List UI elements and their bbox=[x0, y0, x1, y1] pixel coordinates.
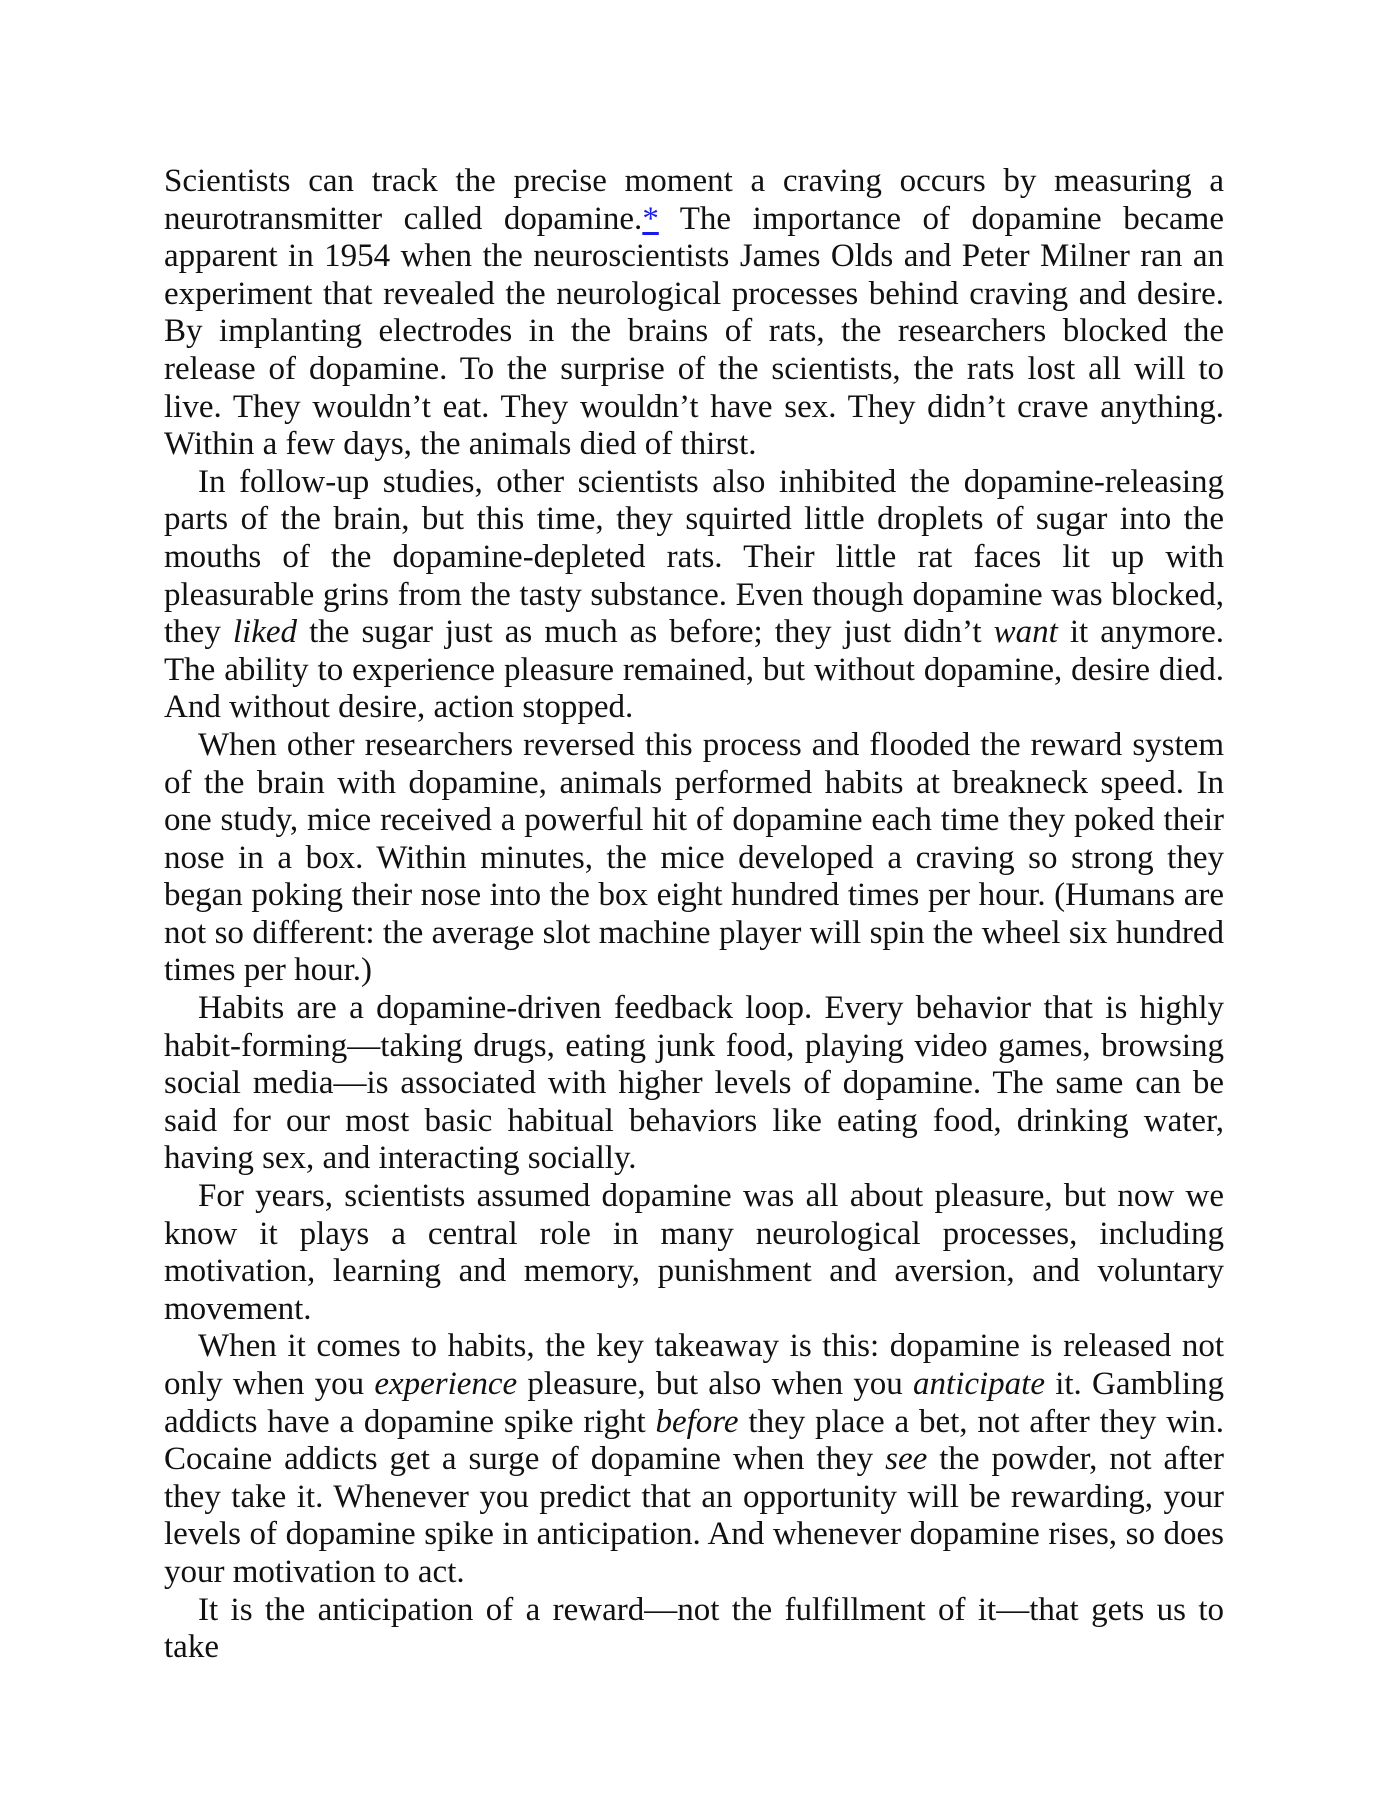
paragraph-text: Habits are a dopamine-driven feedback loop. Every behavior that is highly habit-forming—taking drugs, eating junk food, playing video games, browsing social media—is associated with higher levels of dopamine. The same can be said for our most basic habitual behaviors like eating food, drinking water, having sex, and interacting socially. bbox=[164, 990, 1224, 1177]
body-paragraph bbox=[164, 1592, 1224, 1667]
paragraph-text: For years, scientists assumed dopamine was all about pleasure, but now we know it plays a central role in many neurological processes, including motivation, learning and memory, punishment and aversion, and voluntary movement. bbox=[164, 1178, 1224, 1327]
paragraph-text: the powder, not after they take it. Whenever you predict that an opportunity will be rewarding, your levels of dopamine spike in anticipation. And whenever dopamine rises, so does your motivation to act. bbox=[164, 1441, 1224, 1590]
footnote-link[interactable]: * bbox=[642, 200, 659, 237]
paragraph-text: The importance of dopamine became apparent in 1954 when the neuroscientists James Olds and Peter Milner ran an experiment that revealed the neurological processes behind craving and desire. By implanting electrodes in the brains of rats, the researchers blocked the release of dopamine. To the surprise of the scientists, the rats lost all will to live. They wouldn’t eat. They wouldn’t have sex. They didn’t crave anything. Within a few days, the animals died of thirst. bbox=[164, 200, 1224, 463]
paragraph-text: Scientists can track the precise moment a craving occurs by measuring a neurotransmitter called dopamine. bbox=[164, 163, 1224, 237]
body-paragraph bbox=[164, 163, 1224, 464]
document-page bbox=[164, 163, 1224, 1667]
emphasis-text: liked bbox=[232, 614, 298, 651]
emphasis-text: see bbox=[885, 1441, 928, 1478]
paragraph-text: it. Gambling addicts have a dopamine spike right bbox=[164, 1366, 1225, 1440]
paragraph-text: it anymore. The ability to experience pleasure remained, but without dopamine, desire died. And without desire, action stopped. bbox=[164, 614, 1224, 726]
body-paragraph bbox=[164, 727, 1224, 990]
paragraph-text: It is the anticipation of a reward—not the fulfillment of it—that gets us to take bbox=[164, 1591, 1224, 1666]
body-paragraph bbox=[164, 464, 1224, 727]
emphasis-text: anticipate bbox=[913, 1366, 1045, 1402]
paragraph-text: the sugar just as much as before; they just didn’t bbox=[297, 614, 994, 651]
paragraph-text: When it comes to habits, the key takeaway is this: dopamine is released not only when you bbox=[164, 1328, 1224, 1402]
body-paragraph bbox=[164, 1328, 1224, 1591]
emphasis-text: experience bbox=[374, 1366, 518, 1402]
body-paragraph bbox=[164, 990, 1224, 1178]
paragraph-text: In follow-up studies, other scientists also inhibited the dopamine-releasing parts of the brain, but this time, they squirted little droplets of sugar into the mouths of the dopamine-depleted rats. Their little rat faces lit up with pleasurable grins from the tasty substance. Even though dopamine was blocked, they bbox=[164, 463, 1224, 651]
emphasis-text: before bbox=[655, 1403, 739, 1440]
paragraph-text: they place a bet, not after they win. Cocaine addicts get a surge of dopamine when they bbox=[164, 1403, 1224, 1478]
body-paragraph bbox=[164, 1178, 1224, 1328]
paragraph-text: When other researchers reversed this process and flooded the reward system of the brain with dopamine, animals performed habits at breakneck speed. In one study, mice received a powerful hit of dopamine each time they poked their nose in a box. Within minutes, the mice developed a craving so strong they began poking their nose into the box eight hundred times per hour. (Humans are not so different: the average slot machine player will spin the wheel six hundred times per hour.) bbox=[164, 726, 1224, 989]
emphasis-text: want bbox=[993, 614, 1058, 651]
paragraph-text: pleasure, but also when you bbox=[517, 1366, 914, 1402]
